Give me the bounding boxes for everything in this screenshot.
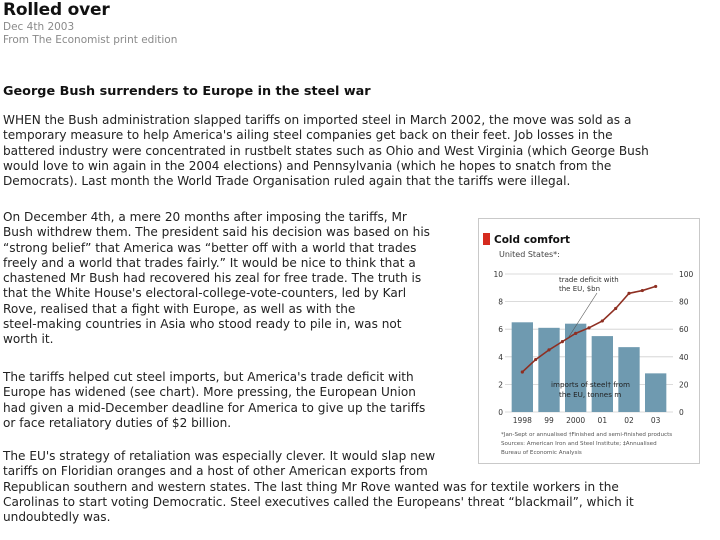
- paragraph-line: Bush withdrew them. The president said his decision was based on his: [3, 225, 430, 240]
- line-point: [654, 285, 657, 288]
- paragraph-1: [3, 113, 649, 189]
- paragraph-3: [3, 370, 425, 431]
- right-axis-tick-label: 40: [679, 352, 689, 362]
- left-axis-tick-label: 0: [498, 408, 503, 417]
- line-series-label-2: the EU, $bn: [559, 285, 601, 293]
- bar: [592, 336, 613, 412]
- paragraph-line: Carolinas to start voting Democratic. Steel executives called the Europeans' threat “blackmail”, which it: [3, 494, 634, 509]
- left-axis-tick-label: 2: [498, 380, 503, 390]
- paragraph-line: or face retaliatory duties of $2 billion.: [3, 415, 232, 430]
- paragraph-line: Democrats). Last month the World Trade Organisation ruled again that the tariffs were illegal.: [3, 174, 571, 189]
- paragraph-line: freely and a world that trades fairly.” It would be nice to think that a: [3, 255, 416, 270]
- bar: [645, 373, 666, 412]
- chart-footnote: Sources: American Iron and Steel Institute; ‡Annualised: [501, 441, 657, 447]
- article-title: Rolled over: [3, 0, 110, 20]
- x-axis-tick-label: 2000: [566, 416, 586, 425]
- paragraph-line: “strong belief” that America was “better off with a world that trades: [3, 240, 417, 255]
- line-point: [627, 292, 630, 295]
- chart-title: Cold comfort: [494, 234, 571, 246]
- paragraph-line: that the White House's electoral-college-vote-counters, led by Karl: [3, 286, 407, 301]
- right-axis-tick-label: 60: [679, 325, 689, 335]
- paragraph-line: Europe has widened (see chart). More pressing, the European Union: [3, 385, 416, 400]
- article-source: From The Economist print edition: [3, 34, 178, 46]
- paragraph-line: steel-making countries in Asia who stood ready to pile in, was not: [3, 317, 402, 332]
- paragraph-line: The EU's strategy of retaliation was especially clever. It would slap new: [3, 449, 436, 463]
- right-axis-tick-label: 0: [679, 408, 684, 417]
- paragraph-line: battered industry were concentrated in rustbelt states such as Ohio and West Virginia (which George Bush: [3, 143, 649, 158]
- line-point: [561, 340, 564, 343]
- line-point: [587, 326, 590, 329]
- line-point: [574, 332, 577, 335]
- bar-series-label-1: imports of steel† from: [551, 380, 630, 389]
- paragraph-line: had given a mid-December deadline for America to give up the tariffs: [3, 400, 426, 415]
- paragraph-line: Republican southern and western states. The last thing Mr Rove wanted was for textile workers in the: [3, 479, 619, 494]
- line-point: [601, 319, 604, 322]
- chart-footnote: Bureau of Economic Analysis: [501, 450, 582, 456]
- paragraph-line: tariffs on Floridian oranges and a host of other American exports from: [3, 464, 428, 479]
- article-headline: George Bush surrenders to Europe in the steel war: [3, 84, 371, 99]
- line-series-label-1: trade deficit with: [559, 276, 619, 284]
- chart-footnote: *Jan-Sept or annualised †Finished and semi-finished products: [501, 432, 673, 438]
- paragraph-line: worth it.: [3, 332, 54, 347]
- line-point: [521, 370, 524, 373]
- x-axis-tick-label: 03: [650, 416, 661, 425]
- line-point: [614, 307, 617, 310]
- left-axis-tick-label: 8: [498, 297, 503, 307]
- paragraph-line: WHEN the Bush administration slapped tariffs on imported steel in March 2002, the move was sold as a: [3, 113, 632, 127]
- paragraph-2: [3, 210, 430, 348]
- x-axis-tick-label: 1998: [512, 416, 532, 425]
- paragraph-line: would love to win again in the 2004 elections) and Pennsylvania (which he hopes to snatch from the: [3, 158, 612, 173]
- line-point: [641, 289, 644, 292]
- right-axis-tick-label: 80: [679, 297, 689, 307]
- paragraph-line: chastened Mr Bush had recovered his zeal for free trade. The truth is: [3, 271, 422, 286]
- paragraph-line: On December 4th, a mere 20 months after imposing the tariffs, Mr: [3, 210, 407, 224]
- left-axis-tick-label: 6: [498, 325, 503, 335]
- article-date: Dec 4th 2003: [3, 21, 75, 33]
- chart-canvas: [479, 219, 699, 463]
- line-point: [534, 358, 537, 361]
- paragraph-line: The tariffs helped cut steel imports, but America's trade deficit with: [3, 370, 414, 384]
- bar-series-label-2: the EU, tonnes m: [559, 390, 622, 399]
- paragraph-line: temporary measure to help America's ailing steel companies get back on their feet. Job losses in the: [3, 128, 613, 143]
- x-axis-tick-label: 99: [544, 416, 554, 425]
- chart-subtitle: United States*:: [499, 250, 560, 259]
- left-axis-tick-label: 4: [498, 352, 503, 362]
- right-axis-tick-label: 20: [679, 380, 689, 390]
- paragraph-line: Rove, realised that a fight with Europe, as well as with the: [3, 301, 356, 316]
- line-point: [547, 348, 550, 351]
- x-axis-tick-label: 01: [597, 416, 608, 425]
- bar: [538, 328, 559, 412]
- chart-accent-marker: [483, 233, 490, 245]
- paragraph-line: undoubtedly was.: [3, 510, 111, 525]
- right-axis-tick-label: 100: [679, 270, 694, 279]
- bar: [512, 322, 533, 412]
- steel-chart: [478, 218, 700, 464]
- left-axis-tick-label: 10: [493, 270, 503, 279]
- x-axis-tick-label: 02: [624, 416, 634, 425]
